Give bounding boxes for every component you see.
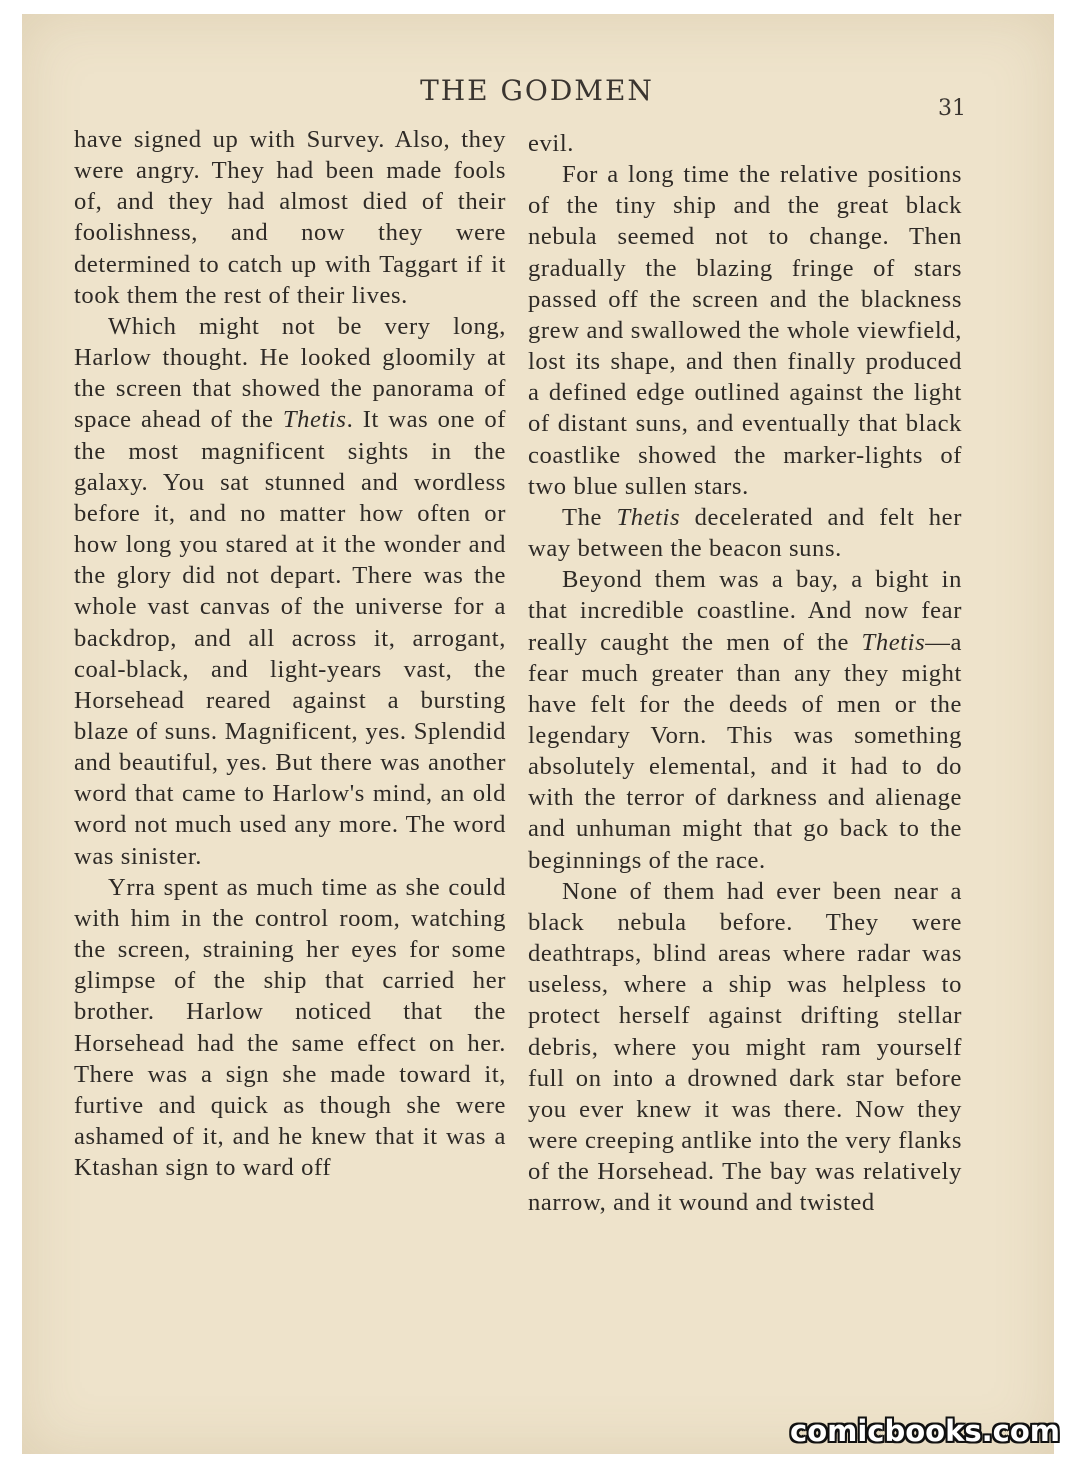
left-column xyxy=(74,124,506,1183)
ship-name: Thetis xyxy=(282,406,347,434)
paragraph: evil. xyxy=(528,130,575,157)
paragraph: The Thetis decelerated and felt her way between the beacon suns. xyxy=(528,503,962,563)
paragraph: For a long time the relative positions of the tiny ship and the great black nebula seemed not to change. Then gradually the blazing fringe of stars passed off the screen and the blackness grew and swallowed the whole viewfield, lost its shape, and then finally produced a defined edge outlined against the light of distant suns, and eventually that black coastlike showed the marker-lights of two blue sullen stars. xyxy=(528,161,962,500)
paragraph: Yrra spent as much time as she could with him in the control room, watching the screen, straining her eyes for some glimpse of the ship that carried her brother. Harlow noticed that the Horsehead had the same effect on her. There was a sign she made toward it, furtive and quick as though she were ashamed of it, and he knew that it was a Ktashan sign to ward off xyxy=(74,873,506,1182)
paragraph: Beyond them was a bay, a bight in that incredible coastline. And now fear really caught the men of the Thetis—a fear much greater than any they might have felt for the deeds of men or the legendary Vorn. This was something absolutely elemental, and it had to do with the terror of darkness and alienage and unhuman might that go back to the beginnings of the race. xyxy=(528,566,962,874)
ship-name: Thetis xyxy=(861,628,926,656)
paragraph: None of them had ever been near a black nebula before. They were deathtraps, blind areas where radar was useless, where a ship was helpless to protect herself against drifting stellar debris, where you might ram yourself full on into a drowned dark star before you ever knew it was there. Now they were creeping antlike into the very flanks of the Horsehead. The bay was relatively narrow, and it wound and twisted xyxy=(528,877,962,1217)
ship-name: Thetis xyxy=(616,503,681,531)
paragraph: Which might not be very long, Harlow thought. He looked gloomily at the screen that showed the panorama of space ahead of the Thetis. It was one of the most magnificent sights in the galaxy. You sat stunned and wordless before it, and no matter how often or how long you stared at it the wonder and the glory did not depart. There was the whole vast canvas of the universe for a backdrop, and all across it, arrogant, coal-black, and light-years vast, the Horsehead reared against a bursting blaze of suns. Magnificent, yes. Splendid and beautiful, yes. But there was another word that came to Harlow's mind, an old word not much used any more. The word was sinister. xyxy=(74,312,507,870)
running-head: THE GODMEN xyxy=(420,74,654,107)
right-column xyxy=(528,128,962,1218)
page-number: 31 xyxy=(938,96,966,121)
paragraph: have signed up with Survey. Also, they were angry. They had been made fools of, and they had almost died of their foolishness, and now they were determined to catch up with Taggart if it took them the rest of their lives. xyxy=(74,126,506,309)
site-watermark: comicbooks.com xyxy=(790,1414,1060,1448)
